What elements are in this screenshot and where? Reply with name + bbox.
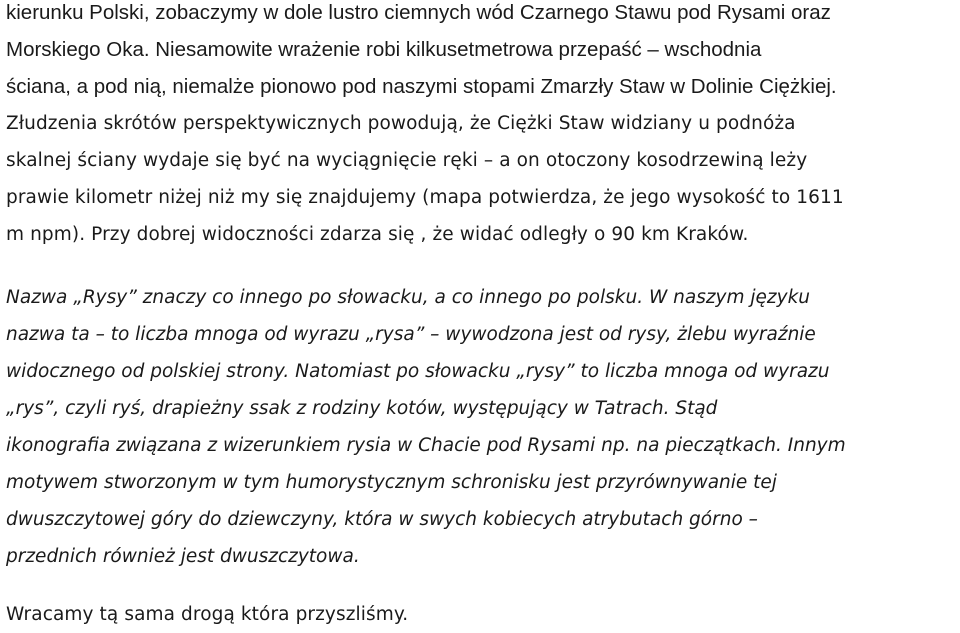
text-line: ściana, a pod nią, niemalże pionowo pod naszymi stopami Zmarzły Staw w Dolinie Ciężkiej. bbox=[6, 75, 837, 98]
text-line: skalnej ściany wydaje się być na wyciągnięcie ręki – a on otoczony kosodrzewiną leży bbox=[6, 150, 808, 171]
text-line: m npm). Przy dobrej widoczności zdarza się , że widać odległy o 90 km Kraków. bbox=[6, 224, 749, 245]
text-line: widocznego od polskiej strony. Natomiast po słowacku „rysy” to liczba mnoga od wyrazu bbox=[6, 361, 830, 382]
text-line: prawie kilometr niżej niż my się znajdujemy (mapa potwierdza, że jego wysokość to 1611 bbox=[6, 187, 844, 208]
text-line: nazwa ta – to liczba mnoga od wyrazu „rysa” – wywodzona jest od rysy, żlebu wyraźnie bbox=[6, 324, 816, 345]
text-line: Wracamy tą sama drogą która przyszliśmy. bbox=[6, 604, 409, 625]
text-line: Złudzenia skrótów perspektywicznych powodują, że Ciężki Staw widziany u podnóża bbox=[6, 113, 796, 134]
text-line: Nazwa „Rysy” znaczy co innego po słowacku, a co innego po polsku. W naszym języku bbox=[6, 287, 811, 308]
paragraph-name-etymology bbox=[6, 279, 846, 575]
text-line: przednich również jest dwuszczytowa. bbox=[6, 546, 360, 567]
paragraph-rysy-view bbox=[6, 0, 837, 105]
text-line: Morskiego Oka. Niesamowite wrażenie robi kilkusetmetrowa przepaść – wschodnia bbox=[6, 38, 762, 61]
text-line: dwuszczytowej góry do dziewczyny, która w swych kobiecych atrybutach górno – bbox=[6, 509, 758, 530]
paragraph-perspective-illusion bbox=[6, 105, 844, 253]
text-line: „rys”, czyli ryś, drapieżny ssak z rodziny kotów, występujący w Tatrach. Stąd bbox=[6, 398, 718, 419]
text-line: motywem stworzonym w tym humorystycznym schronisku jest przyrównywanie tej bbox=[6, 472, 777, 493]
text-line: kierunku Polski, zobaczymy w dole lustro ciemnych wód Czarnego Stawu pod Rysami oraz bbox=[6, 1, 831, 24]
paragraph-return bbox=[6, 596, 408, 633]
text-line: ikonografia związana z wizerunkiem rysia w Chacie pod Rysami np. na pieczątkach. Innym bbox=[6, 435, 846, 456]
